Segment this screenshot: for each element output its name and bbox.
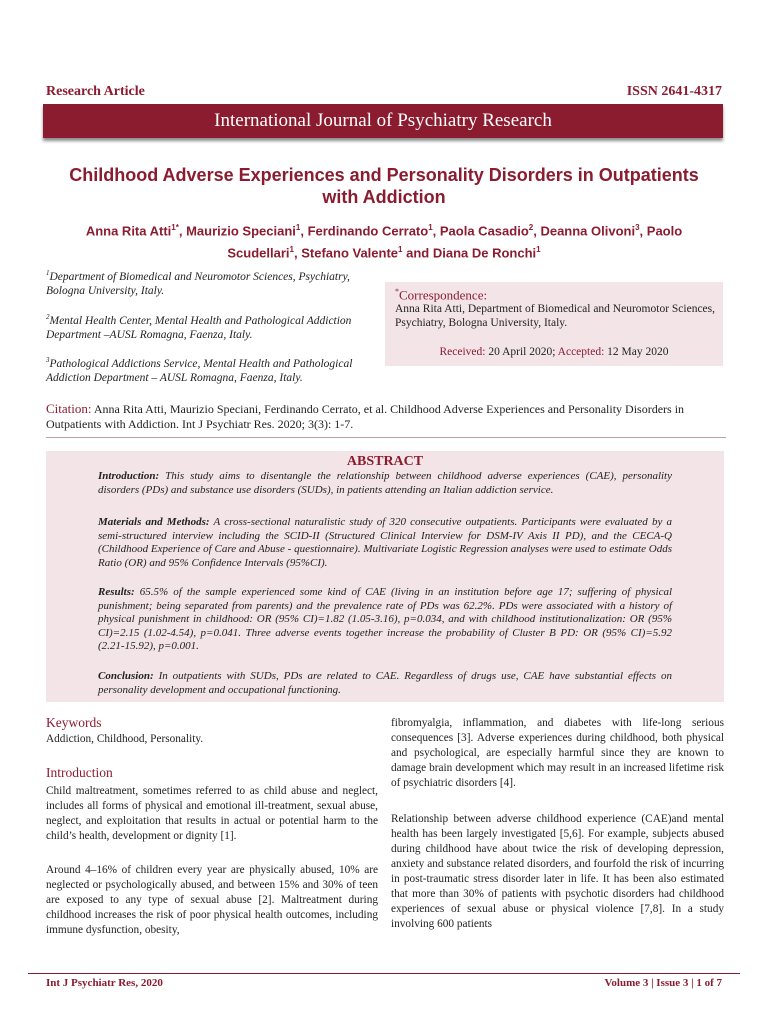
author-name-part1: Paolo <box>646 223 683 239</box>
affiliation-sup: 1 <box>46 269 50 277</box>
affiliation-text: Pathological Addictions Service, Mental Health and Pathological Addiction Department – AUSL Romagna, Faenza, Italy. <box>46 357 353 384</box>
affiliation-2 <box>46 310 376 342</box>
citation <box>46 401 726 432</box>
issn-label: ISSN 2641-4317 <box>626 84 722 99</box>
author-sup: 1 <box>428 223 433 232</box>
affiliation-text: Department of Biomedical and Neuromotor Sciences, Psychiatry, Bologna University, Italy. <box>46 270 350 297</box>
author-name: Deanna Olivoni <box>540 223 636 239</box>
author-sup: 1* <box>171 223 179 232</box>
author-name: Diana De Ronchi <box>432 245 537 261</box>
intro-right-paragraph-2: Relationship between adverse childhood experience (CAE)and mental health has been largely investigated [5,6]. For example, subjects abused during childhood have about twice the risk of developing depression, anxiety and substance related disorders, and fourfold the risk of incurring in post-traumatic stress disorder later in life. It has been also estimated that more than 30% of patients with psychotic disorders had childhood experiences of sexual abuse or physical violence [7,8]. In a study involving 600 patients <box>391 813 724 930</box>
author-name: Stefano Valente <box>301 245 399 261</box>
received-label: Received: <box>439 346 486 358</box>
abstract-results <box>98 586 672 654</box>
abstract-conclusion <box>98 670 672 697</box>
author-line-1: Anna Rita Atti$^{1*}$, Maurizio Speciani$^1$, Ferdinando Cerrato$^1$, Paola Casadio$^2$, Deanna Olivoni$^3$, Paolo <box>85 223 683 239</box>
title-line-1: Childhood Adverse Experiences and Personality Disorders in Outpatients <box>69 165 699 185</box>
abstract-introduction <box>98 470 672 497</box>
accepted-label: Accepted: <box>557 346 605 358</box>
abstract-heading: ABSTRACT <box>346 454 424 469</box>
footer-page-info: Volume 3 | Issue 3 | 1 of 7 <box>604 977 722 989</box>
author-sup: 1 <box>398 245 403 255</box>
intro-left-paragraph-1: Child maltreatment, sometimes referred to as child abuse and neglect, includes all forms of physical and emotional ill-treatment, sexual abuse, neglect, and exploitation that results in actual or potential harm to the child’s health, development or dignity [1]. <box>46 785 378 842</box>
accepted-date: 12 May 2020 <box>607 346 669 358</box>
author-name: Anna Rita Atti <box>85 223 172 239</box>
received-date: 20 April 2020; <box>488 346 556 358</box>
author-name-part2: Scudellari <box>227 245 290 261</box>
author-and: and <box>406 245 430 261</box>
received-accepted-dates <box>385 346 723 358</box>
paper-title <box>40 164 728 208</box>
footer-journal: Int J Psychiatr Res, 2020 <box>46 977 163 989</box>
abstract-text: 65.5% of the sample experienced some kind of CAE (living in an institution before age 17; suffering of physical punishment; being separated from parents) and the prevalence rate of PDs was 62.2%. PDs were associated with a history of physical punishment in childhood: OR (95% CI)=1.82 (1.05-3.16), p=0.034, and with childhood institutionalization: OR (95% CI)=2.15 (1.02-4.54), p=0.041. Three adverse events together increase the probability of Cluster B PD: OR (95% CI)=5.92 (2.21-15.92), p=0.001. <box>98 586 673 652</box>
keywords-heading: Keywords <box>46 715 102 730</box>
affiliation-text: Mental Health Center, Mental Health and Pathological Addiction Department –AUSL Romagna, Faenza, Italy. <box>46 314 352 341</box>
author-name: Ferdinando Cerrato <box>307 223 429 239</box>
abstract-label: Introduction: <box>98 470 160 482</box>
keywords-text: Addiction, Childhood, Personality. <box>46 733 204 745</box>
affiliation-sup: 3 <box>46 356 50 364</box>
affiliation-3 <box>46 353 376 385</box>
affiliation-1 <box>46 266 376 298</box>
author-sup: 3 <box>635 223 640 232</box>
abstract-label: Conclusion: <box>98 670 154 682</box>
citation-divider <box>46 437 726 438</box>
author-sup: 1 <box>536 245 541 255</box>
abstract-methods <box>98 516 672 570</box>
correspondence-heading <box>395 287 487 303</box>
abstract-label: Results: <box>98 586 135 598</box>
intro-right-paragraph-1: fibromyalgia, inflammation, and diabetes with life-long serious consequences [3]. Adverse experiences during childhood, both physical and psychological, are especially harmful since they are known to damage brain development which may result in an increased lifetime risk of psychiatric disorders [4]. <box>391 717 724 789</box>
author-name: Maurizio Speciani <box>186 223 296 239</box>
correspondence-mark: * <box>395 287 399 296</box>
author-sup: 1 <box>295 223 301 232</box>
author-name: Paola Casadio <box>439 223 529 239</box>
introduction-heading: Introduction <box>46 765 113 780</box>
author-list <box>40 218 728 263</box>
affiliation-sup: 2 <box>46 313 50 321</box>
abstract-label: Materials and Methods: <box>98 516 210 528</box>
abstract-text: In outpatients with SUDs, PDs are related to CAE. Regardless of drugs use, CAE have substantial effects on personality development and occupational functioning. <box>98 670 672 696</box>
citation-label: Citation: <box>46 401 92 416</box>
article-type-label: Research Article <box>46 84 145 99</box>
author-line-2: Scudellari$^1$, Stefano Valente$^1$ and Diana De Ronchi$^1$ <box>227 245 541 261</box>
abstract-text: A cross-sectional naturalistic study of 320 consecutive outpatients. Participants were evaluated by a semi-structured interview including the SCID-II (Structured Clinical Interview for DSM-IV Axis II PD), and the CECA-Q (Childhood Experience of Care and Abuse - questionnaire). Multivariate Logistic Regression analyses were used to estimate Odds Ratio (OR) and 95% Confidence Intervals (95%CI). <box>98 516 672 569</box>
journal-banner: International Journal of Psychiatry Research <box>43 104 723 138</box>
abstract-text: This study aims to disentangle the relationship between childhood adverse experiences (CAE), personality disorders (PDs) and substance use disorders (SUDs), in patients attending an Italian addiction service. <box>98 470 672 496</box>
citation-text: Anna Rita Atti, Maurizio Speciani, Ferdinando Cerrato, et al. Childhood Adverse Experiences and Personality Disorders in Outpatients with Addiction. Int J Psychiatr Res. 2020; 3(3): 1-7. <box>46 402 685 431</box>
intro-left-paragraph-2: Around 4–16% of children every year are physically abused, 10% are neglected or psychologically abused, and between 15% and 30% of teen are exposed to any type of sexual abuse [2]. Maltreatment during childhood increases the risk of poor physical health outcomes, including immune dysfunction, obesity, <box>46 864 378 936</box>
correspondence-text: Anna Rita Atti, Department of Biomedical and Neuromotor Sciences, Psychiatry, Bologna University, Italy. <box>395 303 716 329</box>
title-line-2: with Addiction <box>322 187 446 207</box>
footer-divider <box>28 973 740 974</box>
author-sup: 2 <box>528 223 534 232</box>
author-sup: 1 <box>289 245 294 255</box>
correspondence-label: Correspondence: <box>399 287 488 303</box>
